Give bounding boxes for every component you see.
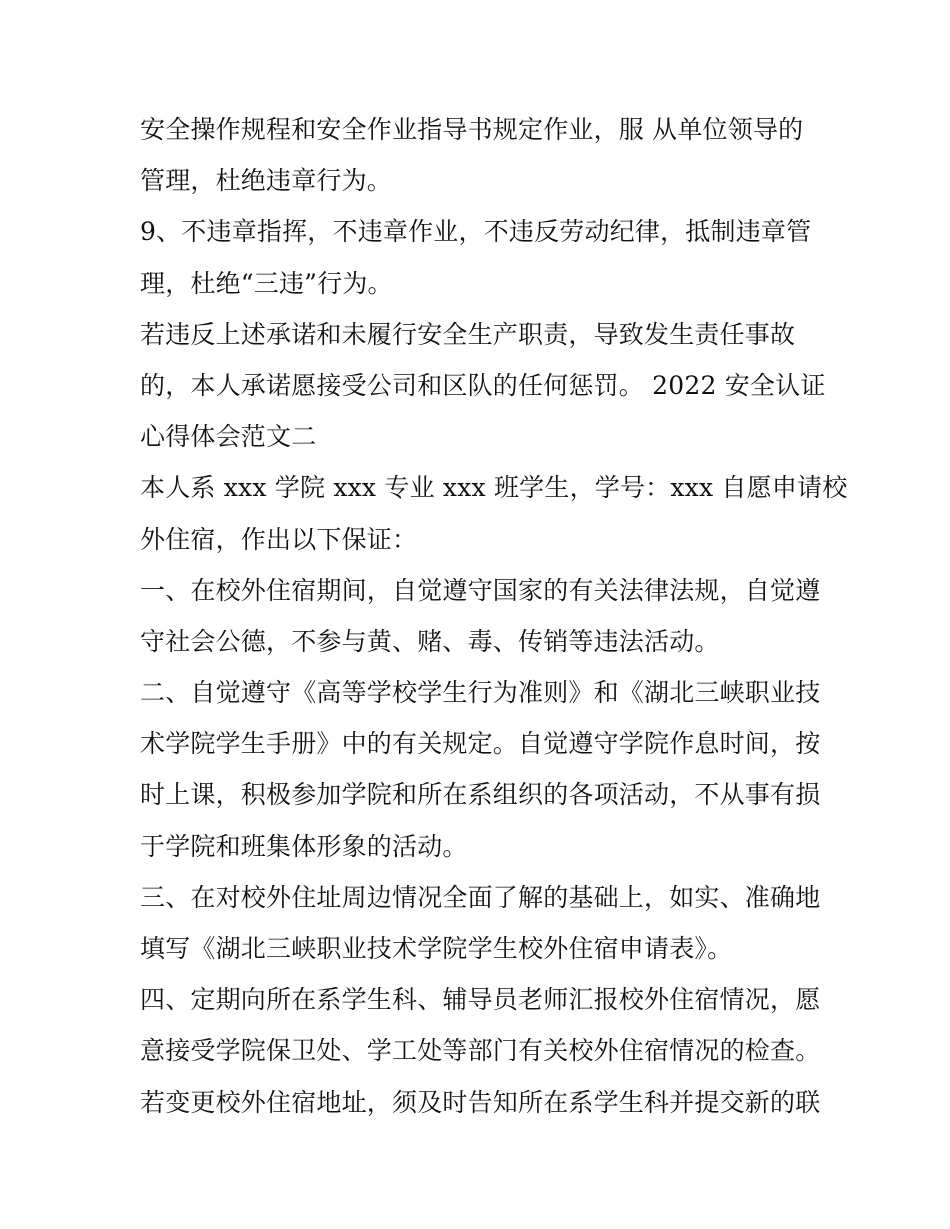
document-body [140,104,848,1128]
text-line: 守社会公德，不参与黄、赌、毒、传销等违法活动。 [140,626,720,656]
text-line: 的，本人承诺愿接受公司和区队的任何惩罚。 2022 安全认证 [140,370,826,400]
text-line: 理，杜绝“三违”行为。 [140,268,393,298]
text-line: 管理，杜绝违章行为。 [140,166,393,196]
text-line: 安全操作规程和安全作业指导书规定作业，服 从单位领导的 [140,115,804,144]
text-line: 外住宿，作出以下保证： [140,524,418,554]
text-line: 9、不违章指挥，不违章作业，不违反劳动纪律，抵制违章管 [140,217,812,247]
text-line: 术学院学生手册》中的有关规定。自觉遵守学院作息时间，按 [140,729,821,759]
text-line: 填写《湖北三峡职业技术学院学生校外住宿申请表》。 [140,934,733,963]
text-line: 若变更校外住宿地址，须及时告知所在系学生科并提交新的联 [140,1087,821,1117]
text-line: 四、定期向所在系学生科、辅导员老师汇报校外住宿情况，愿 [140,985,821,1015]
text-line: 一、在校外住宿期间，自觉遵守国家的有关法律法规，自觉遵 [140,575,821,605]
section-heading: 心得体会范文二 [140,422,317,452]
text-line: 三、在对校外住址周边情况全面了解的基础上，如实、准确地 [140,882,821,912]
text-line: 二、自觉遵守《高等学校学生行为准则》和《湖北三峡职业技 [140,678,821,708]
text-line: 时上课，积极参加学院和所在系组织的各项活动，不从事有损 [140,780,821,810]
text-line: 本人系 xxx 学院 xxx 专业 xxx 班学生，学号：xxx 自愿申请校 [140,473,848,503]
text-line: 于学院和班集体形象的活动。 [140,831,468,861]
text-line: 意接受学院保卫处、学工处等部门有关校外住宿情况的检查。 [140,1036,821,1066]
text-line: 若违反上述承诺和未履行安全生产职责，导致发生责任事故 [140,319,796,349]
